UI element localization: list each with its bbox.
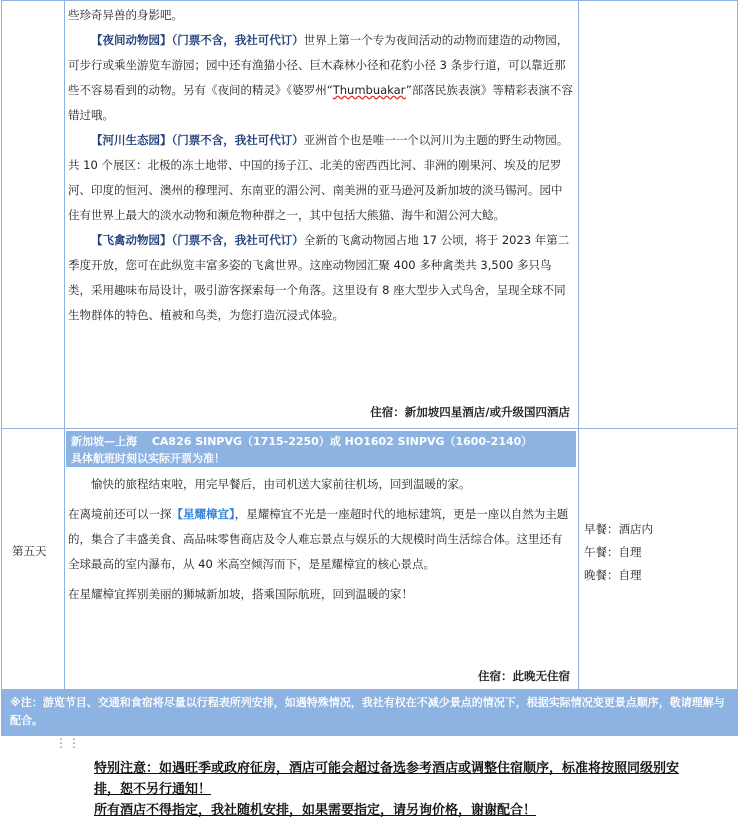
day5-meals: [584, 518, 653, 587]
notice-line1: 特别注意：如遇旺季或政府征房，酒店可能会超过备选参考酒店或调整住宿顺序，标准将按照同级别安排，恕不另行通知！: [94, 761, 680, 797]
bird-title: 【飞禽动物园】（门票不含，我社可代订）: [91, 233, 304, 247]
day5-label: 第五天: [12, 544, 47, 558]
jewel-changi-link[interactable]: 【星耀樟宜】: [171, 507, 235, 521]
thumbuakar-word: Thumbuakar: [332, 83, 406, 97]
breakfast: 早餐：酒店内: [584, 522, 653, 536]
day5-flight-header: [66, 431, 576, 467]
river-paragraph: [68, 128, 573, 228]
day-row-divider: [2, 428, 737, 429]
river-title: 【河川生态园】（门票不含，我社可代订）: [91, 133, 304, 147]
day5-p2-pre: 在离境前还可以一探: [68, 507, 172, 521]
day5-p3: 在星耀樟宜挥别美丽的狮城新加坡，搭乘国际航班，回到温暖的家！: [68, 587, 413, 601]
flight-line: 新加坡—上海 CA826 SINPVG（1715-2250）或 HO1602 SINPVG（1600-2140）: [71, 435, 533, 448]
day5-stay: 住宿：此晚无住宿: [478, 669, 570, 683]
drag-handle-icon[interactable]: ⋮⋮: [55, 736, 81, 750]
disclaimer-note: ※注：游览节目、交通和食宿将尽量以行程表所列安排，如遇特殊情况，我社有权在不减少景点的情况下，根据实际情况变更景点顺序，敬请理解与配合。: [2, 690, 737, 735]
notice-line2: 所有酒店不得指定，我社随机安排，如果需要指定，请另询价格，谢谢配合！: [94, 803, 537, 818]
bird-paragraph: [68, 228, 573, 328]
night-zoo-text: 世界上第一个专为夜间活动的动物而建造的动物园，可步行或乘坐游览车游园；园中还有渔猫小径、巨木森林小径和花豹小径 3 条步行道，可以靠近那些不容易看到的动物。另有《夜间的精灵》《婆罗州“: [68, 33, 569, 97]
day4-content: [68, 3, 573, 328]
night-zoo-text-end: ”部落民族表演》等精彩表演不容错过哦。: [68, 83, 573, 122]
day5-p2: [68, 502, 573, 577]
flight-note: 具体航班时刻以实际开票为准！: [71, 452, 225, 465]
day4-stay: 住宿：新加坡四星酒店/或升级国四酒店: [370, 405, 570, 419]
dinner: 晚餐：自理: [584, 568, 642, 582]
lunch: 午餐：自理: [584, 545, 642, 559]
day5-content: [68, 472, 573, 607]
day-column-divider: [64, 1, 65, 689]
night-zoo-title: 【夜间动物园】（门票不含，我社可代订）: [91, 33, 304, 47]
day4-lead: 些珍奇异兽的身影吧。: [68, 8, 183, 22]
bird-text: 全新的飞禽动物园占地 17 公顷，将于 2023 年第二季度开放，您可在此纵览丰富多姿的飞禽世界。这座动物园汇聚 400 多种禽类共 3,500 多只鸟类，采用趣味布局设计，吸引游客探索每一个角落。这里设有 8 座大型步入式鸟舍，呈现全球不同生物群体的特色、植被和鸟类，为您打造沉浸式体验。: [68, 233, 570, 322]
day5-p2-post: ，星耀樟宜不光是一座超时代的地标建筑，更是一座以自然为主题的，集合了丰盛美食、高品味零售商店及令人难忘景点与娱乐的大规模时尚生活综合体。这里还有全球最高的室内瀑布，从 40 米高空倾泻而下，是星耀樟宜的核心景点。: [68, 507, 569, 571]
meal-column-divider: [578, 1, 579, 689]
night-zoo-paragraph: [68, 28, 573, 128]
special-notice: [94, 758, 694, 821]
day5-p1: 愉快的旅程结束啦，用完早餐后，由司机送大家前往机场，回到温暖的家。: [91, 477, 471, 491]
river-text: 亚洲首个也是唯一一个以河川为主题的野生动物园。共 10 个展区：北极的冻土地带、中国的扬子江、北美的密西西比河、非洲的刚果河、埃及的尼罗河、印度的恒河、澳州的穆理河、东南亚的湄公河、南美洲的亚马逊河及新加坡的淡马锡河。园中住有世界上最大的淡水动物和濒危物种群之一，其中包括大熊猫、海牛和湄公河大鲶。: [68, 133, 569, 222]
